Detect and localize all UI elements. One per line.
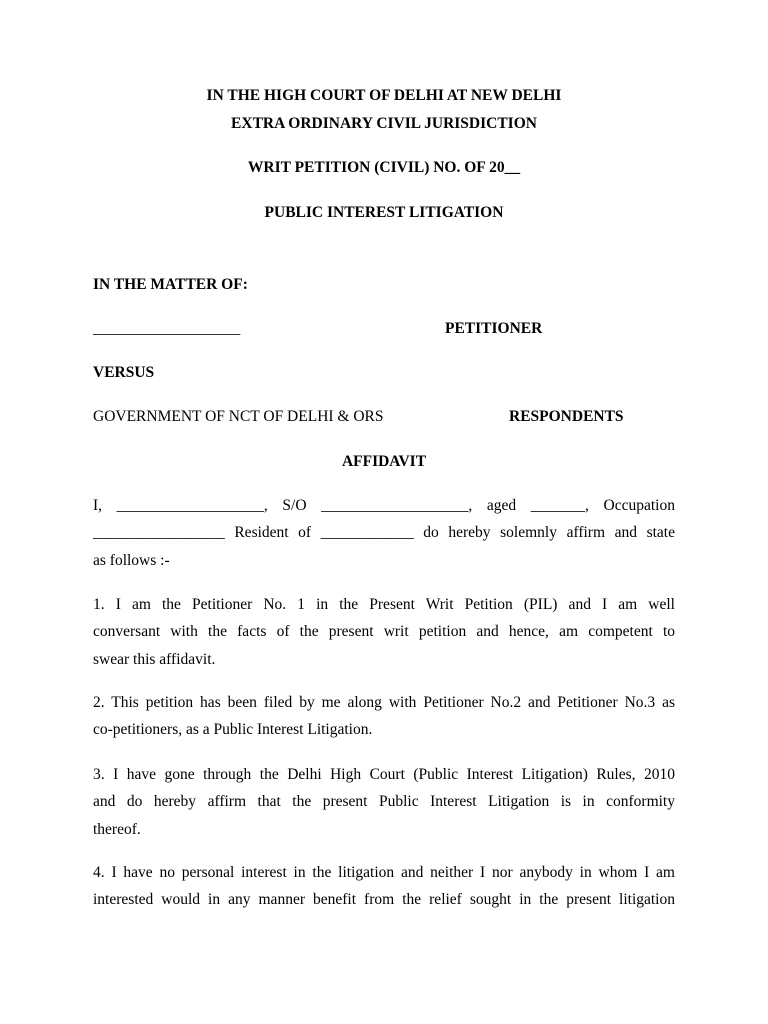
petitioner-blank: ___________________ <box>93 320 241 337</box>
versus-label: VERSUS <box>93 364 155 381</box>
jurisdiction-title: EXTRA ORDINARY CIVIL JURISDICTION <box>231 115 537 132</box>
paragraph-line: 3. I have gone through the Delhi High Court (Public Interest Litigation) Rules, 2010 <box>93 766 675 783</box>
paragraph-3 <box>93 761 675 843</box>
petitioner-label: PETITIONER <box>445 320 543 337</box>
respondent-name: GOVERNMENT OF NCT OF DELHI & ORS <box>93 408 384 425</box>
petition-nature: PUBLIC INTEREST LITIGATION <box>264 204 504 221</box>
court-title: IN THE HIGH COURT OF DELHI AT NEW DELHI <box>206 87 562 104</box>
paragraph-2 <box>93 689 675 744</box>
paragraph-line: co-petitioners, as a Public Interest Litigation. <box>93 721 373 739</box>
paragraph-line: swear this affidavit. <box>93 650 216 668</box>
intro-line: I, ___________________, S/O ___________________, aged _______, Occupation <box>93 497 675 514</box>
paragraph-line: 1. I am the Petitioner No. 1 in the Present Writ Petition (PIL) and I am well <box>93 596 675 613</box>
paragraph-line: and do hereby affirm that the present Public Interest Litigation is in conformity <box>93 793 675 811</box>
paragraph-line: thereof. <box>93 820 141 838</box>
paragraph-4 <box>93 859 675 914</box>
intro-line: as follows :- <box>93 551 170 569</box>
intro-line: _________________ Resident of ____________ do hereby solemnly affirm and state <box>93 524 675 542</box>
matter-heading: IN THE MATTER OF: <box>93 276 248 293</box>
paragraph-line: interested would in any manner benefit from the relief sought in the present litigation <box>93 891 675 909</box>
respondent-label: RESPONDENTS <box>509 408 624 425</box>
petition-number: WRIT PETITION (CIVIL) NO. OF 20__ <box>247 159 521 176</box>
affidavit-title: AFFIDAVIT <box>341 453 427 470</box>
paragraph-line: 4. I have no personal interest in the litigation and neither I nor anybody in whom I am <box>93 864 675 881</box>
paragraph-line: 2. This petition has been filed by me along with Petitioner No.2 and Petitioner No.3 as <box>93 694 675 711</box>
paragraph-line: conversant with the facts of the present writ petition and hence, am competent to <box>93 623 675 641</box>
paragraph-1 <box>93 591 675 673</box>
affidavit-intro <box>93 492 675 574</box>
